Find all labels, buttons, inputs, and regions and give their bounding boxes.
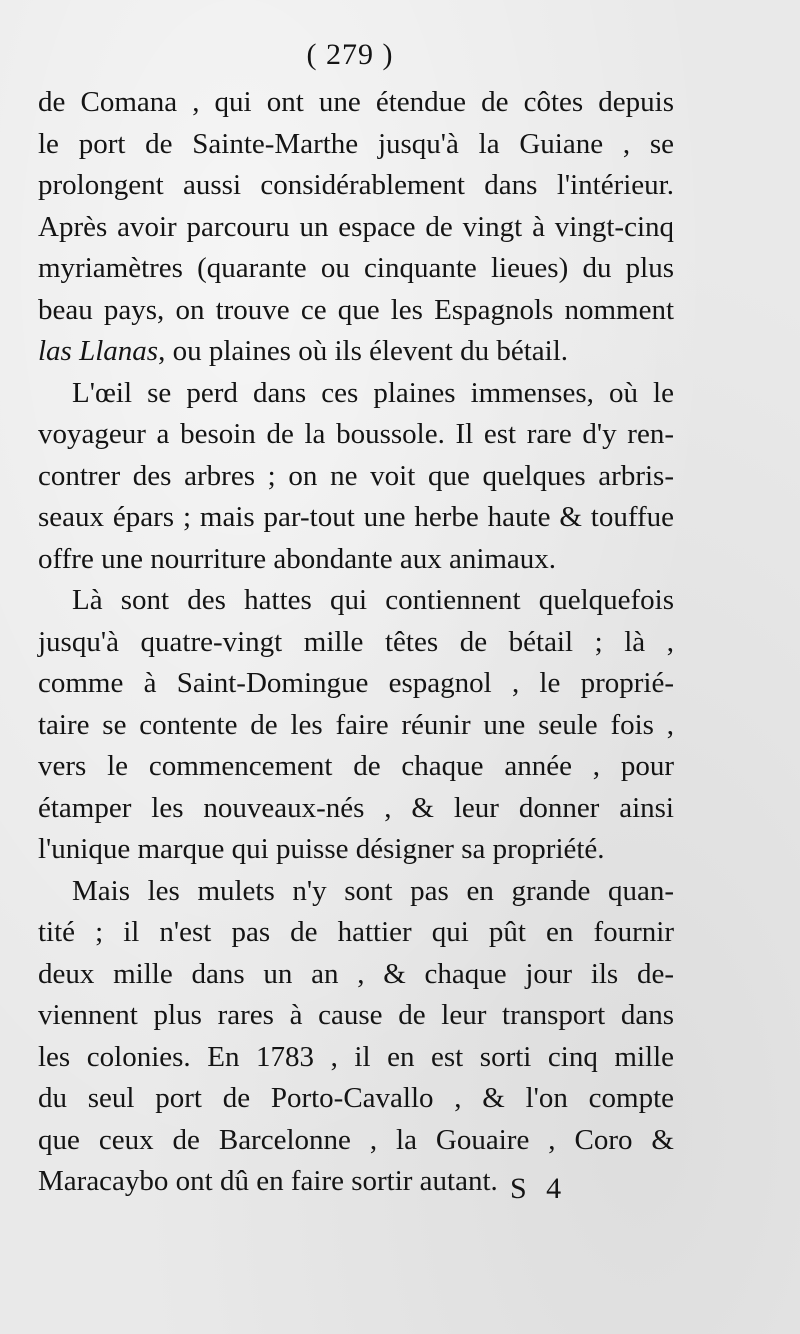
text-line: que ceux de Barcelonne , la Gouaire , Coro & [38, 1123, 674, 1156]
text-line: vers le commencement de chaque année , pour [38, 750, 674, 782]
text-line: viennent plus rares à cause de leur transport dans [38, 999, 674, 1031]
text-line: myriamètres (quarante ou cinquante lieues) du plus [38, 252, 674, 284]
text-line: voyageur a besoin de la boussole. Il est rare d'y ren- [38, 418, 674, 450]
text-line: deux mille dans un an , & chaque jour ils de- [38, 957, 674, 990]
text-line: L'œil se perd dans ces plaines immenses, où le [72, 376, 674, 409]
signature-mark: S 4 [510, 1172, 568, 1205]
text-line: jusqu'à quatre-vingt mille têtes de bétail ; là , [38, 625, 674, 658]
text-line-rest: , ou plaines où ils élevent du bétail. [158, 335, 569, 367]
text-line [38, 331, 674, 373]
text-line: Après avoir parcouru un espace de vingt à vingt-cinq [38, 210, 674, 243]
text-line: contrer des arbres ; on ne voit que quelques arbris- [38, 459, 674, 492]
text-line: beau pays, on trouve ce que les Espagnols nomment [38, 293, 674, 326]
text-line: taire se contente de les faire réunir une seule fois , [38, 708, 674, 741]
text-line: l'unique marque qui puisse désigner sa propriété. [38, 833, 605, 865]
text-line: seaux épars ; mais par-tout une herbe haute & touffue [38, 501, 674, 533]
text-line: du seul port de Porto-Cavallo , & l'on compte [38, 1082, 674, 1114]
text-line: comme à Saint-Domingue espagnol , le proprié- [38, 667, 674, 699]
text-line: Là sont des hattes qui contiennent quelquefois [72, 584, 674, 616]
text-line: Mais les mulets n'y sont pas en grande quan- [72, 874, 674, 907]
text-line: le port de Sainte-Marthe jusqu'à la Guiane , se [38, 127, 674, 160]
text-line: tité ; il n'est pas de hattier qui pût en fournir [38, 916, 674, 948]
italic-term: las Llanas [38, 335, 159, 367]
text-line: étamper les nouveaux-nés , & leur donner ainsi [38, 791, 674, 824]
text-line: les colonies. En 1783 , il en est sorti cinq mille [38, 1040, 674, 1073]
body-text [38, 82, 674, 1203]
text-line: de Comana , qui ont une étendue de côtes depuis [38, 86, 674, 118]
text-line: prolongent aussi considérablement dans l'intérieur. [38, 169, 674, 201]
page-number: ( 279 ) [306, 38, 394, 71]
text-line: offre une nourriture abondante aux animaux. [38, 542, 557, 575]
text-line: Maracaybo ont dû en faire sortir autant. [38, 1165, 498, 1197]
